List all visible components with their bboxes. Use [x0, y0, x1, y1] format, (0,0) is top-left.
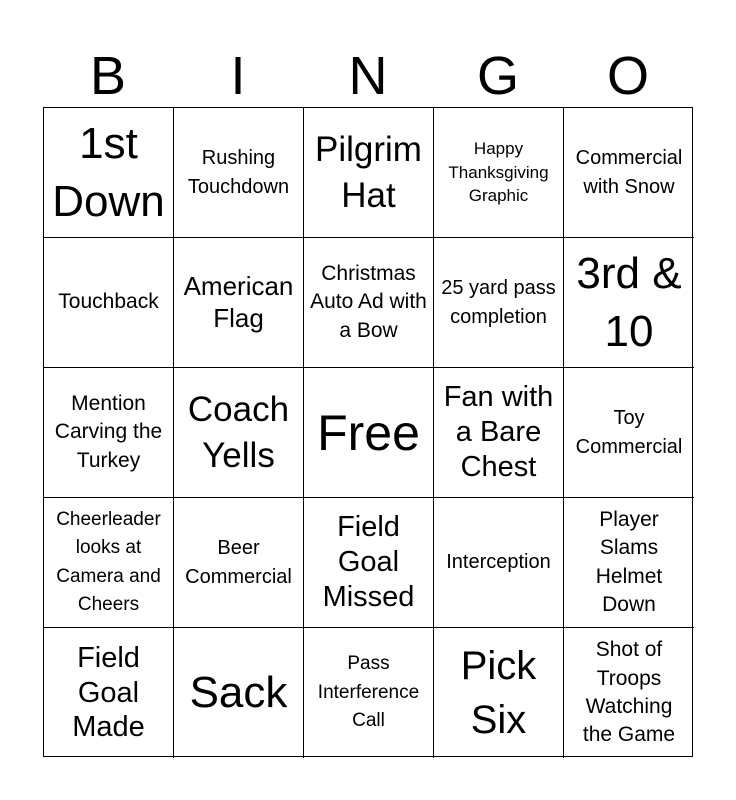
header-letter-b: B [89, 46, 127, 106]
bingo-cell[interactable]: Player Slams Helmet Down [564, 498, 694, 628]
bingo-cell[interactable]: Field Goal Missed [304, 498, 434, 628]
bingo-cell[interactable]: Pick Six [434, 628, 564, 758]
bingo-cell[interactable]: 25 yard pass completion [434, 238, 564, 368]
bingo-cell[interactable]: Mention Carving the Turkey [44, 368, 174, 498]
header-letter-o: O [606, 46, 649, 106]
bingo-cell[interactable]: Pass Interference Call [304, 628, 434, 758]
bingo-grid [43, 107, 693, 757]
bingo-cell[interactable]: Beer Commercial [174, 498, 304, 628]
bingo-cell[interactable]: Shot of Troops Watching the Game [582, 638, 676, 747]
bingo-cell[interactable]: Sack [174, 628, 304, 758]
bingo-cell[interactable]: Fan with a Bare Chest [434, 368, 564, 498]
header-letter-n: N [348, 46, 388, 106]
bingo-cell[interactable]: Christmas Auto Ad with a Bow [304, 238, 434, 368]
bingo-cell[interactable]: 1st Down [44, 108, 174, 238]
header-letter-i: I [230, 46, 246, 106]
bingo-cell[interactable]: Field Goal Made [44, 628, 174, 758]
bingo-cell[interactable]: Coach Yells [174, 368, 304, 498]
bingo-cell[interactable]: American Flag [174, 238, 304, 368]
header-letter-g: G [476, 46, 519, 106]
bingo-header [43, 44, 693, 108]
bingo-cell[interactable]: Pilgrim Hat [304, 108, 434, 238]
free-space[interactable]: Free [304, 368, 434, 498]
bingo-cell[interactable]: Rushing Touchdown [174, 108, 304, 238]
bingo-cell[interactable]: Cheerleader looks at Camera and Cheers [44, 498, 174, 628]
bingo-cell[interactable]: Happy Thanksgiving Graphic [434, 108, 564, 238]
bingo-cell[interactable]: Touchback [44, 238, 174, 368]
bingo-cell[interactable]: Interception [434, 498, 564, 628]
bingo-cell[interactable]: Commercial with Snow [564, 108, 694, 238]
bingo-cell[interactable]: 3rd & 10 [564, 238, 694, 368]
bingo-cell[interactable]: Toy Commercial [564, 368, 694, 498]
